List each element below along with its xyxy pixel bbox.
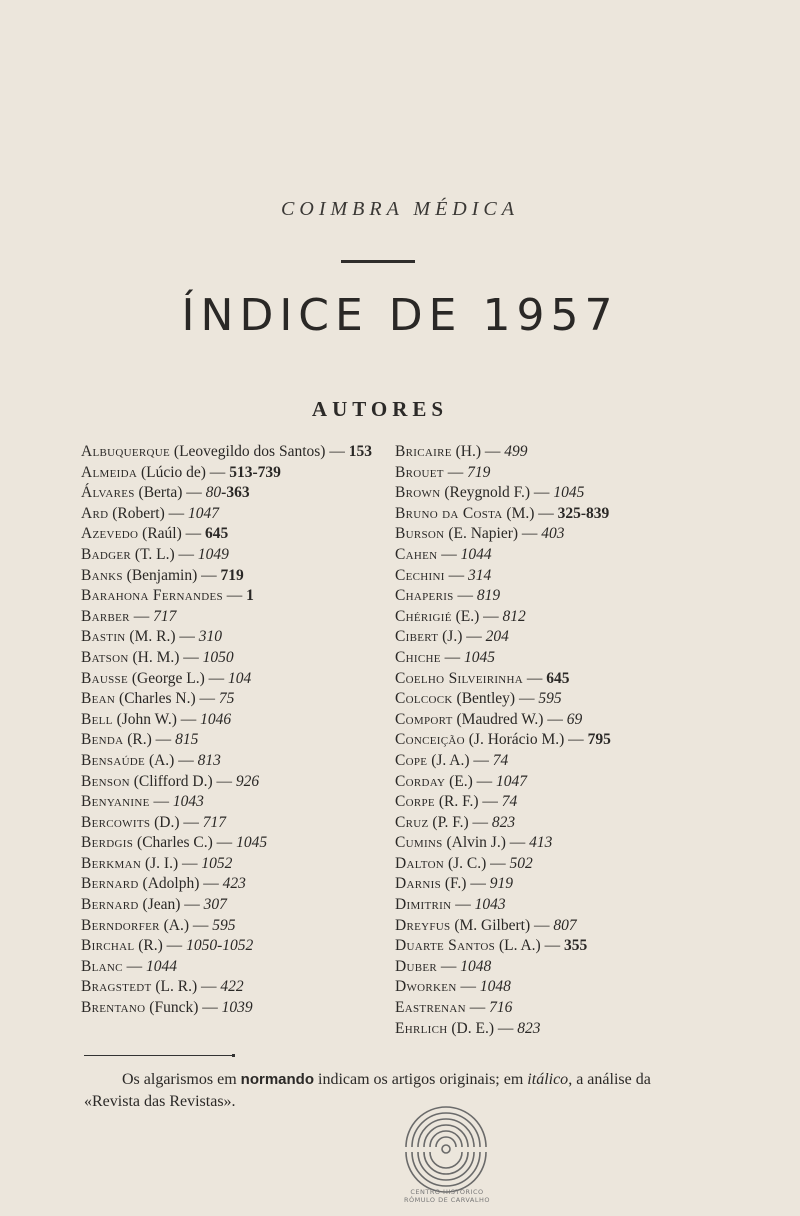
author-pages: 815: [175, 731, 199, 749]
library-stamp-icon: [396, 1092, 496, 1202]
author-name: Bernard: [81, 896, 139, 914]
author-name: Chérigié: [395, 607, 452, 625]
author-name: Cechini: [395, 566, 445, 584]
author-entry: [395, 1019, 695, 1040]
footnote-text-1: Os algarismos em: [122, 1071, 241, 1088]
author-pages: 823: [491, 813, 516, 831]
author-details: (M.) —: [502, 504, 558, 522]
author-details: (Maudred W.) —: [452, 710, 567, 728]
title-rule: [341, 260, 415, 263]
author-name: Conceição: [395, 731, 465, 749]
author-pages: 307: [203, 896, 227, 914]
author-pages: 499: [504, 443, 528, 460]
author-entry: [395, 483, 695, 504]
author-name: Dworken: [395, 978, 457, 996]
author-pages: 807: [553, 916, 577, 934]
author-details: (Leovegildo dos Santos) —: [170, 443, 349, 460]
author-details: (R. F.) —: [434, 793, 502, 811]
author-name: Cibert: [395, 628, 439, 646]
author-details: (J. I.) —: [141, 854, 202, 872]
author-name: Almeida: [81, 463, 138, 481]
author-details: (D.) —: [150, 813, 203, 831]
author-pages: 645: [546, 669, 570, 687]
author-pages: 325-839: [557, 504, 610, 522]
author-entry: [81, 772, 373, 793]
author-name: Berndorfer: [81, 916, 160, 934]
author-name: Barber: [81, 607, 130, 625]
author-entry: [395, 648, 695, 669]
stamp-line-1: CENTRO HISTÓRICO: [410, 1188, 484, 1196]
author-pages: 74: [492, 751, 509, 769]
author-details: (Funck) —: [145, 999, 222, 1017]
author-name: Burson: [395, 525, 445, 543]
author-details: (J. C.) —: [444, 854, 510, 872]
author-pages: 1043: [172, 793, 204, 811]
author-entry: [395, 998, 695, 1019]
author-pages: 513-739: [229, 463, 281, 481]
author-name: Comport: [395, 710, 453, 728]
author-entry: [81, 751, 373, 772]
author-name: Cahen: [395, 545, 438, 563]
author-entry: [81, 936, 373, 957]
author-pages: 719: [467, 463, 491, 481]
author-name: Bruno da Costa: [395, 504, 503, 522]
author-entry: [395, 936, 695, 957]
author-pages: 314: [467, 566, 492, 584]
author-details: —: [222, 587, 247, 605]
author-name: Ard: [81, 504, 109, 522]
author-pages: 1044: [460, 545, 492, 563]
footnote: [84, 1069, 684, 1113]
author-name: Bausse: [81, 669, 128, 687]
author-entry: [81, 813, 373, 834]
author-name: Berkman: [81, 854, 142, 872]
author-name: Corday: [395, 772, 446, 790]
author-details: —: [523, 669, 547, 687]
author-details: (Lúcio de) —: [137, 463, 230, 481]
author-pages: 403: [541, 525, 565, 543]
author-pages: 1: [246, 587, 254, 605]
author-pages: 716: [489, 999, 513, 1017]
author-details: (Robert) —: [108, 504, 189, 522]
author-entry: [81, 566, 373, 587]
author-details: (T. L.) —: [131, 545, 198, 563]
author-details: —: [443, 463, 468, 481]
author-pages: 1050-1052: [186, 937, 254, 955]
author-name: Dreyfus: [395, 916, 451, 934]
author-details: (L. R.) —: [151, 978, 221, 996]
author-entry: [395, 442, 695, 463]
author-entry: [81, 792, 373, 813]
author-name: Duber: [395, 957, 438, 975]
author-name: Banks: [81, 566, 123, 584]
author-name: Bernard: [81, 875, 139, 893]
footnote-normando: normando: [240, 1071, 314, 1088]
author-name: Brown: [395, 484, 441, 502]
author-details: —: [122, 957, 147, 975]
author-entry: [81, 957, 373, 978]
author-details: (A.) —: [159, 916, 213, 934]
author-entry: [81, 916, 373, 937]
author-entry: [395, 772, 695, 793]
author-details: —: [465, 999, 490, 1017]
author-pages: 413: [529, 834, 553, 852]
author-details: (Charles N.) —: [115, 690, 219, 708]
author-pages: 204: [485, 628, 509, 646]
author-entry: [81, 689, 373, 710]
author-pages: 1052: [201, 854, 233, 872]
author-details: (E.) —: [445, 772, 497, 790]
author-details: (Benjamin) —: [122, 566, 221, 584]
author-entry: [395, 524, 695, 545]
author-details: (P. F.) —: [428, 813, 492, 831]
author-pages: 1046: [200, 710, 232, 728]
author-pages: 919: [489, 875, 513, 893]
author-name: Bensaúde: [81, 751, 146, 769]
footnote-text-3: , a análise da «Revista das Revistas».: [84, 1071, 651, 1110]
author-name: Brentano: [81, 999, 146, 1017]
author-entry: [395, 895, 695, 916]
author-details: (H. M.) —: [128, 648, 203, 666]
author-entry: [81, 854, 373, 875]
author-entry: [81, 545, 373, 566]
author-details: (Berta) —: [134, 484, 206, 502]
author-details: (H.) —: [451, 443, 505, 460]
author-name: Dalton: [395, 854, 445, 872]
author-pages: 819: [476, 587, 501, 605]
author-pages: 719: [220, 566, 244, 584]
author-entry: [81, 442, 373, 463]
author-pages: 1039: [221, 999, 253, 1017]
author-name: Bercowits: [81, 813, 151, 831]
author-pages: 75: [218, 690, 235, 708]
author-details: (J. Horácio M.) —: [464, 731, 588, 749]
author-entry: [395, 751, 695, 772]
author-pages: 1043: [474, 896, 506, 914]
author-name: Duarte Santos: [395, 937, 496, 955]
author-entry: [81, 710, 373, 731]
author-entry: [81, 874, 373, 895]
author-details: —: [437, 545, 461, 563]
author-entry: [395, 504, 695, 525]
author-name: Coelho Silveirinha: [395, 669, 524, 687]
author-details: (L. A.) —: [495, 937, 564, 955]
author-details: (M. Gilbert) —: [450, 916, 554, 934]
author-details: —: [444, 566, 468, 584]
author-entry: [81, 483, 373, 504]
author-pages: 1048: [460, 957, 492, 975]
author-name: Corpe: [395, 793, 435, 811]
author-details: (J.) —: [438, 628, 486, 646]
author-details: (Alvin J.) —: [442, 834, 530, 852]
author-details: —: [453, 587, 477, 605]
author-pages: 1047: [496, 772, 528, 790]
author-name: Blanc: [81, 957, 123, 975]
author-name: Birchal: [81, 937, 135, 955]
author-pages: 502: [509, 854, 533, 872]
author-pages: 1047: [188, 504, 220, 522]
author-entry: [395, 463, 695, 484]
authors-column-right: [395, 442, 695, 1039]
author-details: (Raúl) —: [138, 525, 206, 543]
author-name: Eastrenan: [395, 999, 466, 1017]
author-pages: 422: [220, 978, 244, 996]
author-entry: [395, 977, 695, 998]
author-entry: [395, 854, 695, 875]
author-pages: 69: [566, 710, 583, 728]
author-entry: [395, 957, 695, 978]
author-pages: 595: [538, 690, 562, 708]
footnote-text-2: indicam os artigos originais; em: [314, 1071, 528, 1088]
author-pages: 1045: [553, 484, 585, 502]
author-entry: [395, 916, 695, 937]
authors-column-left: [81, 442, 373, 1019]
footnote-rule: [84, 1055, 232, 1056]
author-name: Chiche: [395, 648, 441, 666]
author-name: Colcock: [395, 690, 453, 708]
author-details: (Jean) —: [138, 896, 204, 914]
author-details: (D. E.) —: [447, 1019, 518, 1037]
author-name: Benson: [81, 772, 130, 790]
author-details: (R.) —: [134, 937, 187, 955]
author-entry: [395, 874, 695, 895]
author-pages: 1048: [479, 978, 511, 996]
author-pages: 80-363: [205, 484, 250, 502]
author-details: —: [149, 793, 173, 811]
author-pages: 104: [228, 669, 252, 687]
author-entry: [395, 669, 695, 690]
author-details: (E. Napier) —: [444, 525, 542, 543]
author-entry: [81, 730, 373, 751]
page-title: ÍNDICE DE 1957: [181, 290, 619, 341]
author-details: (Adolph) —: [138, 875, 223, 893]
author-pages: 717: [202, 813, 227, 831]
author-pages: 595: [212, 916, 236, 934]
author-pages: 812: [502, 607, 526, 625]
author-entry: [395, 813, 695, 834]
author-entry: [395, 586, 695, 607]
author-details: (R.) —: [123, 731, 176, 749]
author-details: (John W.) —: [112, 710, 201, 728]
author-details: —: [437, 957, 461, 975]
author-pages: 355: [563, 937, 588, 955]
author-pages: 926: [235, 772, 260, 790]
author-name: Bell: [81, 710, 113, 728]
author-entry: [81, 977, 373, 998]
author-name: Benda: [81, 731, 124, 749]
author-entry: [81, 524, 373, 545]
author-details: —: [451, 896, 475, 914]
author-name: Badger: [81, 545, 132, 563]
author-details: —: [129, 607, 154, 625]
author-entry: [81, 895, 373, 916]
author-pages: 153: [348, 443, 372, 460]
author-entry: [395, 607, 695, 628]
author-pages: 423: [222, 875, 246, 893]
section-title: AUTORES: [311, 397, 449, 421]
author-entry: [395, 792, 695, 813]
author-details: (Reygnold F.) —: [440, 484, 554, 502]
author-name: Darnis: [395, 875, 441, 893]
author-name: Cruz: [395, 813, 429, 831]
author-pages: 1044: [146, 957, 178, 975]
author-details: (Clifford D.) —: [129, 772, 236, 790]
author-entry: [81, 586, 373, 607]
author-name: Berdgis: [81, 834, 134, 852]
author-pages: 813: [197, 751, 221, 769]
author-pages: 823: [517, 1019, 541, 1037]
author-name: Bragstedt: [81, 978, 152, 996]
author-name: Álvares: [81, 484, 135, 502]
author-details: (J. A.) —: [427, 751, 493, 769]
author-entry: [395, 545, 695, 566]
author-name: Dimitrin: [395, 896, 452, 914]
footnote-italico: itálico: [527, 1071, 569, 1088]
author-name: Bricaire: [395, 443, 452, 460]
author-pages: 1049: [197, 545, 229, 563]
author-details: (George L.) —: [127, 669, 228, 687]
author-entry: [81, 669, 373, 690]
author-details: (F.) —: [441, 875, 490, 893]
author-details: —: [440, 648, 464, 666]
author-name: Bean: [81, 690, 116, 708]
author-pages: 795: [587, 731, 611, 749]
author-entry: [81, 463, 373, 484]
author-entry: [81, 504, 373, 525]
author-name: Cumins: [395, 834, 443, 852]
author-name: Batson: [81, 648, 129, 666]
author-name: Chaperis: [395, 587, 454, 605]
author-name: Benyanine: [81, 793, 150, 811]
author-entry: [81, 833, 373, 854]
author-name: Cope: [395, 751, 428, 769]
author-entry: [395, 566, 695, 587]
author-details: —: [456, 978, 480, 996]
author-name: Barahona Fernandes: [81, 587, 223, 605]
author-details: (Charles C.) —: [133, 834, 237, 852]
author-pages: 645: [205, 525, 229, 543]
author-entry: [81, 998, 373, 1019]
author-pages: 1050: [202, 648, 234, 666]
author-name: Brouet: [395, 463, 444, 481]
author-pages: 1045: [464, 648, 495, 666]
journal-title: COIMBRA MÉDICA: [281, 198, 519, 220]
author-details: (E.) —: [451, 607, 503, 625]
author-details: (A.) —: [145, 751, 198, 769]
author-entry: [395, 710, 695, 731]
author-details: (M. R.) —: [125, 628, 199, 646]
author-pages: 310: [198, 628, 222, 646]
author-name: Azevedo: [81, 525, 139, 543]
author-entry: [395, 730, 695, 751]
author-entry: [81, 607, 373, 628]
author-entry: [81, 627, 373, 648]
stamp-line-2: RÓMULO DE CARVALHO: [404, 1196, 490, 1204]
author-entry: [81, 648, 373, 669]
author-entry: [395, 689, 695, 710]
author-name: Bastin: [81, 628, 126, 646]
author-pages: 717: [153, 607, 177, 625]
author-name: Albuquerque: [81, 443, 171, 460]
author-entry: [395, 627, 695, 648]
author-details: (Bentley) —: [452, 690, 539, 708]
stamp-text: [392, 1188, 502, 1204]
author-pages: 74: [501, 793, 518, 811]
author-entry: [395, 833, 695, 854]
author-name: Ehrlich: [395, 1019, 448, 1037]
author-pages: 1045: [236, 834, 268, 852]
